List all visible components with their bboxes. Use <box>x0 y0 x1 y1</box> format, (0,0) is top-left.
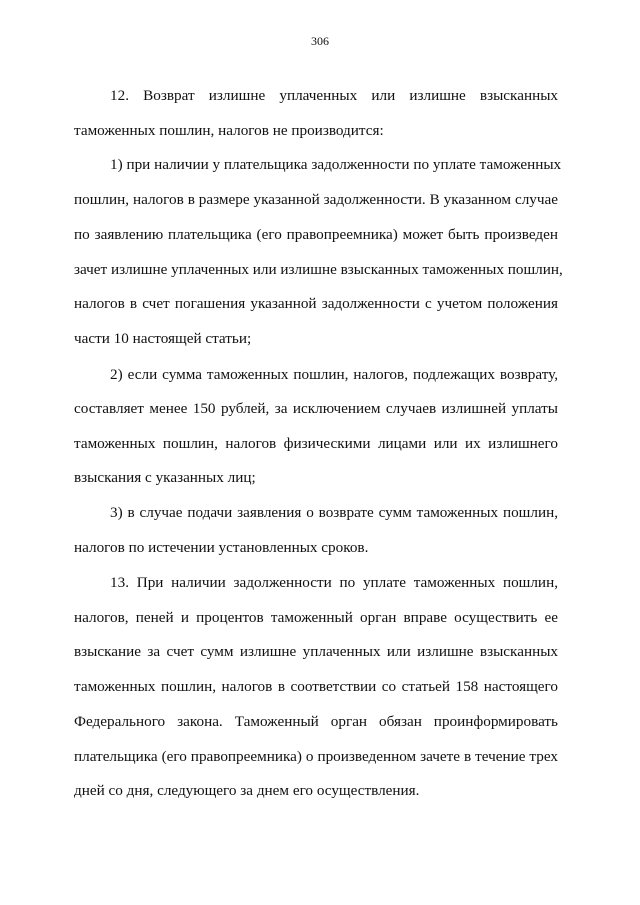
text-line: налогов по истечении установленных сроков. <box>74 539 369 556</box>
text-line: плательщика (его правопреемника) о произведенном зачете в течение трех <box>74 748 558 765</box>
text-line: налогов в счет погашения указанной задолженности с учетом положения <box>74 295 558 312</box>
text-line: зачет излишне уплаченных или излишне взысканных таможенных пошлин, <box>74 261 563 278</box>
text-line: по заявлению плательщика (его правопреемника) может быть произведен <box>74 226 558 243</box>
text-line: дней со дня, следующего за днем его осуществления. <box>74 782 420 799</box>
text-line: 1) при наличии у плательщика задолженности по уплате таможенных <box>110 156 562 173</box>
text-line: 3) в случае подачи заявления о возврате сумм таможенных пошлин, <box>110 504 558 521</box>
text-line: составляет менее 150 рублей, за исключением случаев излишней уплаты <box>74 400 558 417</box>
text-line: налогов, пеней и процентов таможенный орган вправе осуществить ее <box>74 609 558 626</box>
text-line: таможенных пошлин, налогов не производится: <box>74 122 384 139</box>
text-line: взыскания с указанных лиц; <box>74 469 256 486</box>
text-line: таможенных пошлин, налогов физическими лицами или их излишнего <box>74 435 558 452</box>
text-line: 13. При наличии задолженности по уплате таможенных пошлин, <box>110 574 558 591</box>
text-line: пошлин, налогов в размере указанной задолженности. В указанном случае <box>74 191 558 208</box>
text-line: 12. Возврат излишне уплаченных или излишне взысканных <box>110 87 558 104</box>
text-line: таможенных пошлин, налогов в соответствии со статьей 158 настоящего <box>74 678 558 695</box>
text-line: 2) если сумма таможенных пошлин, налогов, подлежащих возврату, <box>110 366 558 383</box>
text-line: части 10 настоящей статьи; <box>74 330 252 347</box>
text-line: Федерального закона. Таможенный орган обязан проинформировать <box>74 713 558 730</box>
page-number: 306 <box>311 34 329 48</box>
text-line: взыскание за счет сумм излишне уплаченных или излишне взысканных <box>74 643 558 660</box>
